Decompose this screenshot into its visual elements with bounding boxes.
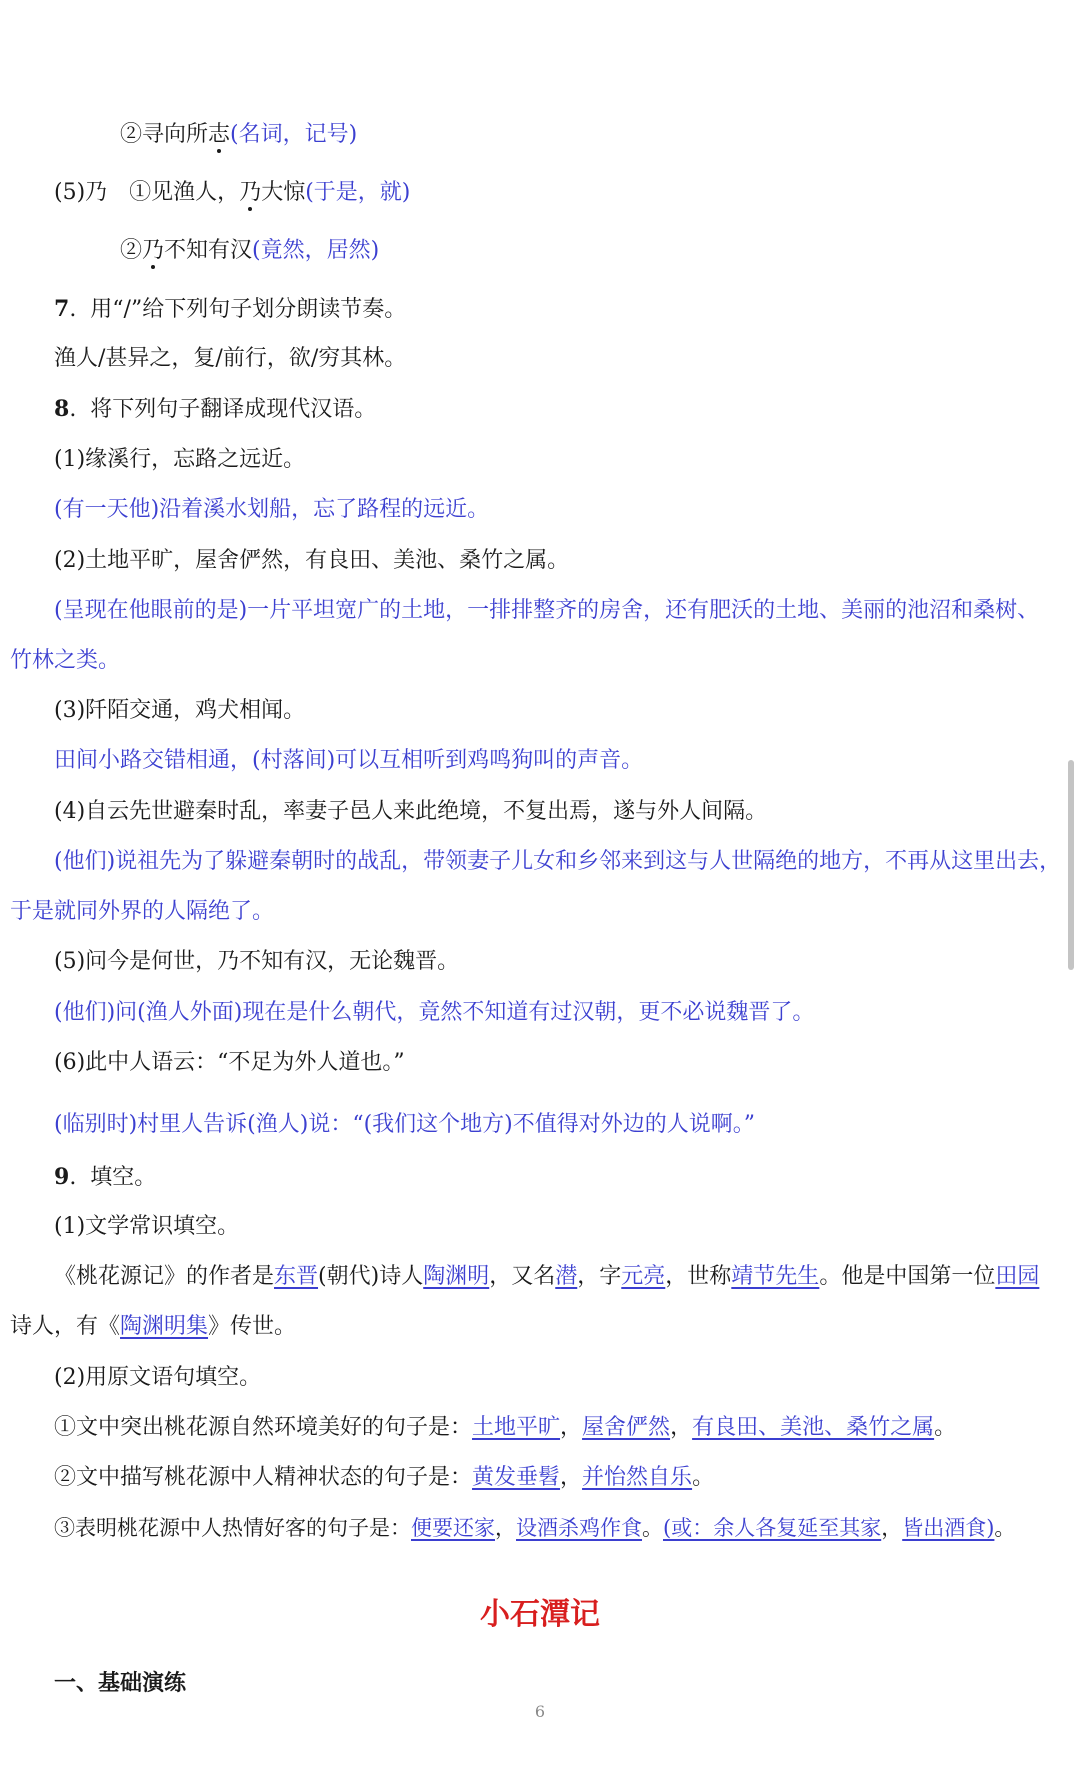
question-text: 用“/”给下列句子划分朗读节奏。 xyxy=(90,297,407,322)
vocab-index: ② xyxy=(120,238,143,263)
source-sentence: (5)问今是何世，乃不知有汉，无论魏晋。 xyxy=(54,949,460,974)
source-sentence: (1)缘溪行，忘路之远近。 xyxy=(54,447,306,472)
fill-text: ，世称 xyxy=(665,1264,732,1289)
subheading: 一、基础演练 xyxy=(54,1670,187,1696)
fill-answer: 屋舍俨然 xyxy=(582,1415,671,1440)
fill-answer: 并怡然自乐 xyxy=(582,1465,693,1490)
vocab-item-nai-1 xyxy=(0,178,1080,208)
fill-answer: 黄发垂髫 xyxy=(472,1465,561,1490)
fill-answer: 陶渊明 xyxy=(423,1264,490,1289)
fill-text: ，字 xyxy=(577,1264,622,1289)
quote-fill-3 xyxy=(0,1513,1080,1543)
vocab-sentence: ②寻向所 xyxy=(120,122,209,147)
source-sentence: (3)阡陌交通，鸡犬相闻。 xyxy=(54,698,306,723)
fill-text: 。他是中国第一位 xyxy=(819,1264,996,1289)
fill-answer: 陶渊明集 xyxy=(120,1314,209,1339)
fill-answer: 土地平旷 xyxy=(472,1415,561,1440)
fill-answer: 便要还家 xyxy=(411,1516,495,1540)
fill-text: 诗人，有《 xyxy=(10,1314,121,1339)
vocab-answer: (竟然，居然) xyxy=(252,238,380,263)
fill-sep: 。 xyxy=(642,1516,663,1540)
rhythm-sentence: 渔人/甚异之，复/前行，欲/穷其林。 xyxy=(54,346,407,371)
fill-sep: 。 xyxy=(692,1465,715,1490)
fill-sep: ， xyxy=(670,1415,693,1440)
sub-question: (2)用原文语句填空。 xyxy=(54,1365,262,1390)
fill-text: (朝代)诗人 xyxy=(318,1264,424,1289)
emphasis-char: 志 xyxy=(208,122,231,147)
fill-sep: ， xyxy=(881,1516,903,1540)
translation-answer: (有一天他)沿着溪水划船，忘了路程的远近。 xyxy=(54,497,490,522)
translation-answer-cont: 于是就同外界的人隔绝了。 xyxy=(10,899,275,924)
vocab-sentence-rest: 大惊 xyxy=(261,180,306,205)
vocab-item-nai-2 xyxy=(0,236,1080,266)
fill-prompt: ③表明桃花源中人热情好客的句子是： xyxy=(54,1516,411,1540)
fill-sep: ， xyxy=(495,1516,516,1540)
source-sentence: (6)此中人语云：“不足为外人道也。” xyxy=(54,1050,405,1075)
fill-answer: 元亮 xyxy=(621,1264,666,1289)
fill-text: 《桃花源记》的作者是 xyxy=(54,1264,275,1289)
emphasis-char: 乃 xyxy=(142,238,165,263)
fill-sep: 。 xyxy=(934,1415,957,1440)
translation-answer: (呈现在他眼前的是)一片平坦宽广的土地，一排排整齐的房舍，还有肥沃的土地、美丽的池沼和桑树、 xyxy=(54,598,1040,623)
translation-answer: (他们)问(渔人外面)现在是什么朝代，竟然不知道有过汉朝，更不必说魏晋了。 xyxy=(54,1000,815,1025)
question-number: 8 xyxy=(54,396,70,422)
source-sentence: (4)自云先世避秦时乱，率妻子邑人来此绝境，不复出焉，遂与外人间隔。 xyxy=(54,799,768,824)
fill-answer: 田园 xyxy=(995,1264,1040,1289)
vocab-answer: (于是，就) xyxy=(305,180,411,205)
fill-answer: 有良田、美池、桑竹之属 xyxy=(692,1415,935,1440)
vocab-item-zhi xyxy=(0,120,1080,150)
page-number: 6 xyxy=(534,1702,546,1721)
translation-answer: 田间小路交错相通，(村落间)可以互相听到鸡鸣狗叫的声音。 xyxy=(54,748,644,773)
fill-answer: 皆出酒食) xyxy=(902,1516,995,1540)
literature-fill-line-1 xyxy=(0,1262,1080,1292)
fill-sep: ， xyxy=(560,1465,583,1490)
scrollbar-thumb[interactable] xyxy=(1068,760,1074,970)
translation-answer: (临别时)村里人告诉(渔人)说：“(我们这个地方)不值得对外边的人说啊。” xyxy=(54,1112,755,1137)
section-title: 小石潭记 xyxy=(480,1597,600,1632)
vocab-sentence-rest: 不知有汉 xyxy=(164,238,253,263)
fill-text: ，又名 xyxy=(489,1264,556,1289)
quote-fill-2 xyxy=(0,1463,1080,1493)
translation-answer-cont: 竹林之类。 xyxy=(10,648,121,673)
fill-prompt: ②文中描写桃花源中人精神状态的句子是： xyxy=(54,1465,473,1490)
question-text: 填空。 xyxy=(90,1165,157,1190)
translation-answer: (他们)说祖先为了躲避秦朝时的战乱，带领妻子儿女和乡邻来到这与人世隔绝的地方，不再从这里出去， xyxy=(54,849,1062,874)
question-8: 8. 将下列句子翻译成现代汉语。 xyxy=(54,396,377,422)
fill-answer: 设酒杀鸡作食 xyxy=(516,1516,642,1540)
fill-sep: 。 xyxy=(994,1516,1016,1540)
sub-question: (1)文学常识填空。 xyxy=(54,1214,240,1239)
fill-prompt: ①文中突出桃花源自然环境美好的句子是： xyxy=(54,1415,473,1440)
fill-sep: ， xyxy=(560,1415,583,1440)
source-sentence: (2)土地平旷，屋舍俨然，有良田、美池、桑竹之属。 xyxy=(54,548,570,573)
vocab-answer: (名词，记号) xyxy=(230,122,358,147)
question-7: 7. 用“/”给下列句子划分朗读节奏。 xyxy=(54,296,407,322)
question-number: 9 xyxy=(54,1164,70,1190)
question-number: 7 xyxy=(54,296,70,322)
quote-fill-1 xyxy=(0,1413,1080,1443)
fill-text: 》传世。 xyxy=(208,1314,297,1339)
literature-fill-line-2 xyxy=(0,1312,1080,1342)
fill-answer: (或：余人各复延至其家 xyxy=(663,1516,882,1540)
question-9: 9. 填空。 xyxy=(54,1164,157,1190)
fill-answer: 东晋 xyxy=(274,1264,319,1289)
fill-answer: 潜 xyxy=(555,1264,578,1289)
fill-answer: 靖节先生 xyxy=(731,1264,820,1289)
vocab-sentence: ①见渔人， xyxy=(129,180,240,205)
question-text: 将下列句子翻译成现代汉语。 xyxy=(90,397,377,422)
emphasis-char: 乃 xyxy=(239,180,262,205)
vocab-label: (5)乃 xyxy=(54,180,108,205)
